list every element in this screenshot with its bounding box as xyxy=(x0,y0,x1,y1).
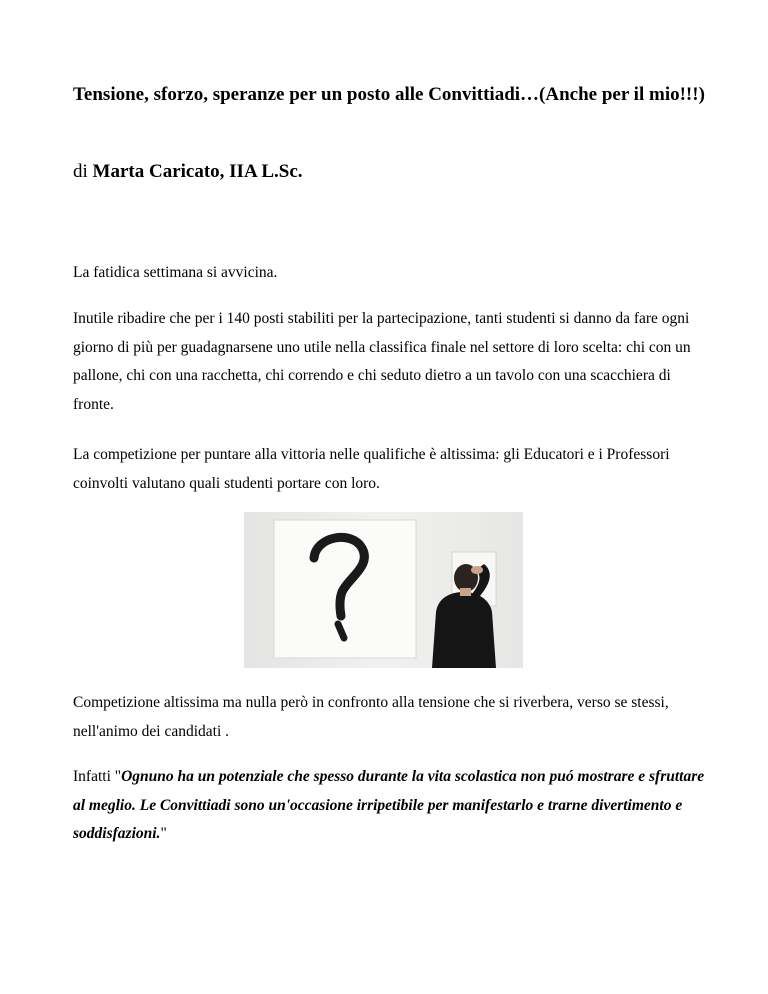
quote-suffix: " xyxy=(160,825,167,842)
paragraph-places: Inutile ribadire che per i 140 posti stabiliti per la partecipazione, tanti studenti si danno da fare ogni giorno di più per guadagnarsene uno utile nella classifica finale nel settore di loro scelta: chi con un pallone, chi con una racchetta, chi correndo e chi seduto dietro a un tavolo con una scacchiera di fronte. xyxy=(73,310,691,413)
photo-illustration xyxy=(244,512,523,668)
person-neck xyxy=(460,588,471,596)
paragraph-intro: La fatidica settimana si avvicina. xyxy=(73,264,278,281)
person-jacket xyxy=(432,592,496,668)
byline-prefix: di xyxy=(73,161,93,182)
article-title: Tensione, sforzo, speranze per un posto alle Convittiadi…(Anche per il mio!!!) xyxy=(73,84,705,105)
paragraph-tension: Competizione altissima ma nulla però in confronto alla tensione che si riverbera, verso se stessi, nell'animo dei candidati . xyxy=(73,694,669,740)
question-mark-photo xyxy=(244,512,523,668)
author-name: Marta Caricato, IIA L.Sc. xyxy=(92,161,303,182)
paragraph-quote xyxy=(73,763,713,849)
quote-prefix: Infatti " xyxy=(73,768,122,785)
person-hand xyxy=(471,566,483,574)
article-byline xyxy=(73,160,303,184)
paragraph-competition: La competizione per puntare alla vittoria nelle qualifiche è altissima: gli Educatori e i Professori coinvolti valutano quali studenti portare con loro. xyxy=(73,446,670,492)
quote-text: Ognuno ha un potenziale che spesso durante la vita scolastica non puó mostrare e sfruttare al meglio. Le Convittiadi sono un'occasione irripetibile per manifestarlo e trarne divertimento e soddisfazioni. xyxy=(73,768,705,842)
